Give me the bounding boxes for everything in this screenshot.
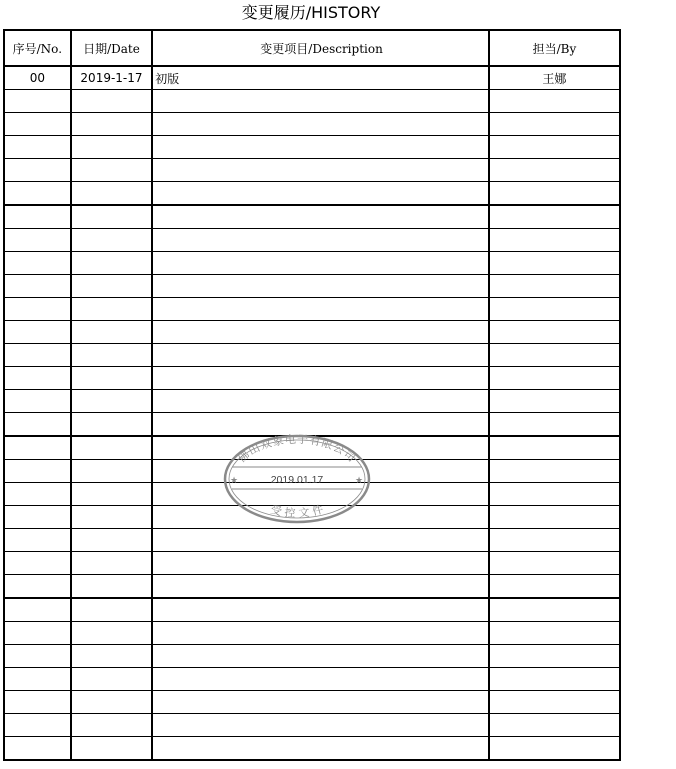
column-header-no: 序号/No. [4, 30, 71, 66]
cell-by [489, 182, 620, 206]
table-row [4, 90, 620, 113]
table-body [4, 66, 620, 760]
cell-by [489, 529, 620, 552]
cell-description [152, 552, 489, 575]
cell-by [489, 737, 620, 761]
cell-description [152, 344, 489, 367]
cell-description [152, 714, 489, 737]
page-title: 变更履历/HISTORY [241, 3, 381, 22]
cell-date [71, 668, 153, 691]
table-row [4, 714, 620, 737]
column-header-by: 担当/By [489, 30, 620, 66]
cell-description [152, 275, 489, 298]
cell-no [4, 598, 71, 622]
cell-by [489, 575, 620, 599]
stamp-star-right: ★ [355, 476, 364, 486]
table-row [4, 205, 620, 229]
cell-by [489, 460, 620, 483]
cell-by [489, 159, 620, 182]
cell-no [4, 552, 71, 575]
cell-by [489, 113, 620, 136]
cell-no [4, 229, 71, 252]
cell-date [71, 390, 153, 413]
cell-date [71, 298, 153, 321]
cell-no [4, 159, 71, 182]
cell-date [71, 506, 153, 529]
cell-no [4, 645, 71, 668]
table-row [4, 737, 620, 761]
cell-description [152, 529, 489, 552]
cell-no [4, 460, 71, 483]
table-row [4, 691, 620, 714]
cell-description [152, 691, 489, 714]
cell-no [4, 252, 71, 275]
cell-by [489, 298, 620, 321]
cell-date [71, 598, 153, 622]
cell-by [489, 691, 620, 714]
cell-no [4, 275, 71, 298]
cell-no [4, 136, 71, 159]
cell-description [152, 159, 489, 182]
table-row [4, 66, 620, 90]
cell-date [71, 136, 153, 159]
table-row [4, 252, 620, 275]
stamp-company-name: 佛山双象电子有限公司 [235, 433, 359, 466]
stamp-controlled-label: 受 控 文 件 [269, 502, 325, 520]
cell-by [489, 229, 620, 252]
cell-by [489, 645, 620, 668]
cell-no [4, 321, 71, 344]
table-row [4, 275, 620, 298]
table-row [4, 113, 620, 136]
cell-date [71, 691, 153, 714]
table-row [4, 321, 620, 344]
cell-no [4, 668, 71, 691]
cell-date [71, 252, 153, 275]
stamp-star-left: ★ [230, 476, 239, 486]
table-row [4, 598, 620, 622]
history-sheet [3, 29, 621, 769]
table-row [4, 390, 620, 413]
cell-by [489, 275, 620, 298]
column-header-date: 日期/Date [71, 30, 153, 66]
cell-by [489, 668, 620, 691]
cell-description [152, 113, 489, 136]
table-row [4, 367, 620, 390]
cell-by [489, 136, 620, 159]
cell-date [71, 436, 153, 460]
cell-by [489, 205, 620, 229]
cell-description [152, 298, 489, 321]
cell-description [152, 390, 489, 413]
cell-description [152, 367, 489, 390]
cell-date [71, 90, 153, 113]
table-row [4, 298, 620, 321]
stamp-date: 2019.01.17 [270, 474, 324, 486]
cell-description [152, 321, 489, 344]
table-row [4, 622, 620, 645]
cell-description [152, 90, 489, 113]
cell-by [489, 413, 620, 437]
cell-no [4, 113, 71, 136]
cell-date [71, 460, 153, 483]
cell-date [71, 367, 153, 390]
cell-no: 00 [4, 66, 71, 90]
history-table [3, 29, 621, 761]
cell-description [152, 229, 489, 252]
cell-date [71, 714, 153, 737]
cell-date [71, 622, 153, 645]
cell-date [71, 575, 153, 599]
table-header-row [4, 30, 620, 66]
cell-no [4, 714, 71, 737]
cell-by [489, 506, 620, 529]
cell-by [489, 344, 620, 367]
table-row [4, 159, 620, 182]
cell-by [489, 483, 620, 506]
cell-no [4, 413, 71, 437]
cell-by: 王娜 [489, 66, 620, 90]
cell-date [71, 737, 153, 761]
cell-date [71, 344, 153, 367]
table-row [4, 575, 620, 599]
table-row [4, 645, 620, 668]
cell-by [489, 321, 620, 344]
cell-by [489, 552, 620, 575]
cell-no [4, 436, 71, 460]
table-row [4, 668, 620, 691]
cell-by [489, 436, 620, 460]
cell-date [71, 645, 153, 668]
cell-no [4, 390, 71, 413]
cell-description [152, 598, 489, 622]
cell-by [489, 90, 620, 113]
cell-by [489, 367, 620, 390]
table-row [4, 529, 620, 552]
cell-by [489, 622, 620, 645]
cell-description [152, 645, 489, 668]
cell-date: 2019-1-17 [71, 66, 153, 90]
table-row [4, 229, 620, 252]
cell-date [71, 182, 153, 206]
table-row [4, 344, 620, 367]
cell-no [4, 344, 71, 367]
cell-date [71, 229, 153, 252]
cell-date [71, 483, 153, 506]
cell-date [71, 552, 153, 575]
cell-no [4, 737, 71, 761]
cell-date [71, 275, 153, 298]
column-header-description: 变更项目/Description [152, 30, 489, 66]
cell-no [4, 691, 71, 714]
cell-no [4, 298, 71, 321]
cell-description [152, 668, 489, 691]
cell-by [489, 252, 620, 275]
cell-date [71, 529, 153, 552]
cell-date [71, 413, 153, 437]
table-row [4, 552, 620, 575]
cell-description [152, 136, 489, 159]
cell-description: 初版 [152, 66, 489, 90]
cell-description [152, 205, 489, 229]
cell-no [4, 483, 71, 506]
cell-no [4, 90, 71, 113]
cell-description [152, 182, 489, 206]
cell-description [152, 575, 489, 599]
cell-no [4, 367, 71, 390]
cell-date [71, 159, 153, 182]
cell-no [4, 529, 71, 552]
cell-by [489, 598, 620, 622]
cell-no [4, 182, 71, 206]
cell-date [71, 321, 153, 344]
cell-no [4, 575, 71, 599]
cell-description [152, 737, 489, 761]
cell-by [489, 390, 620, 413]
cell-no [4, 205, 71, 229]
table-row [4, 136, 620, 159]
cell-no [4, 506, 71, 529]
cell-date [71, 113, 153, 136]
cell-no [4, 622, 71, 645]
controlled-document-stamp [222, 433, 372, 525]
cell-by [489, 714, 620, 737]
cell-description [152, 622, 489, 645]
table-row [4, 182, 620, 206]
cell-description [152, 252, 489, 275]
cell-date [71, 205, 153, 229]
